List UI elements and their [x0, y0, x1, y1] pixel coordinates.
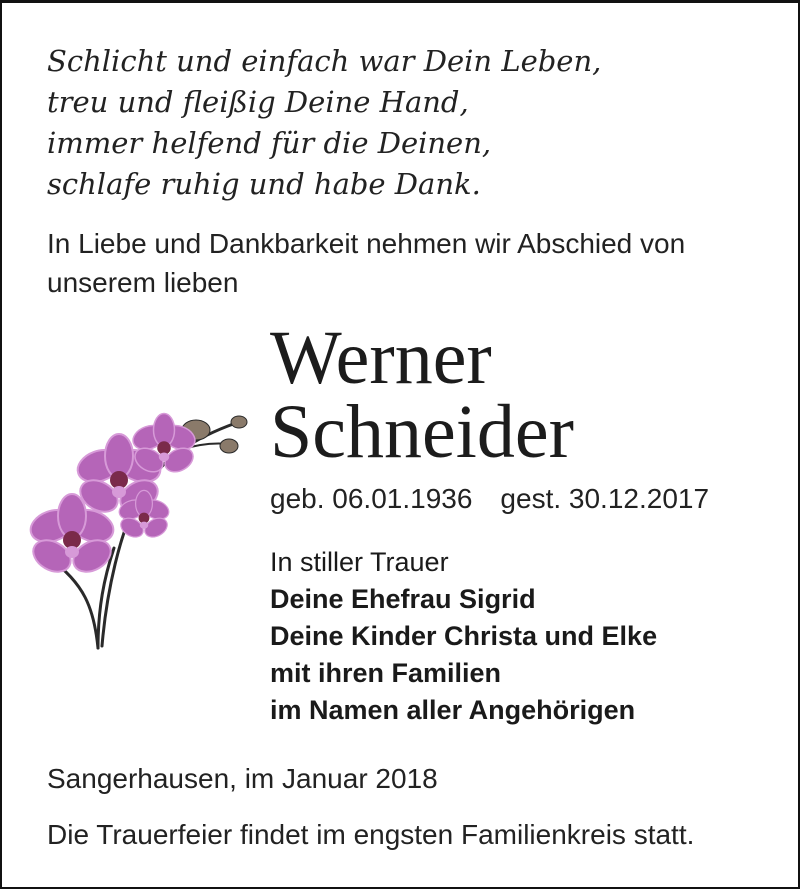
mourner-line: mit ihren Familien — [270, 658, 502, 688]
orchid-icon — [24, 408, 264, 658]
mourners-block — [270, 544, 657, 729]
mourner-line: Deine Ehefrau Sigrid — [270, 584, 536, 614]
intro-text — [47, 224, 767, 302]
intro-line: unserem lieben — [47, 267, 239, 298]
funeral-notice: Die Trauerfeier findet im engsten Familienkreis statt. — [47, 819, 695, 850]
deceased-first-name: Werner — [270, 316, 492, 400]
poem-line: treu und fleißig Deine Hand, — [47, 85, 469, 119]
death-date: gest. 30.12.2017 — [500, 483, 710, 514]
poem-line: immer helfend für die Deinen, — [47, 126, 492, 160]
life-dates — [270, 481, 709, 517]
mourner-line: im Namen aller Angehörigen — [270, 695, 636, 725]
mourner-line: Deine Kinder Christa und Elke — [270, 621, 658, 651]
place-date: Sangerhausen, im Januar 2018 — [47, 763, 438, 794]
intro-line: In Liebe und Dankbarkeit nehmen wir Abschied von — [47, 228, 686, 259]
birth-date: geb. 06.01.1936 — [270, 483, 473, 514]
deceased-last-name: Schneider — [270, 390, 574, 474]
poem-line: Schlicht und einfach war Dein Leben, — [47, 44, 602, 78]
deceased-name — [270, 316, 574, 474]
mourners-heading: In stiller Trauer — [270, 547, 449, 577]
poem-line: schlafe ruhig und habe Dank. — [47, 167, 481, 201]
poem-verse — [47, 41, 601, 205]
